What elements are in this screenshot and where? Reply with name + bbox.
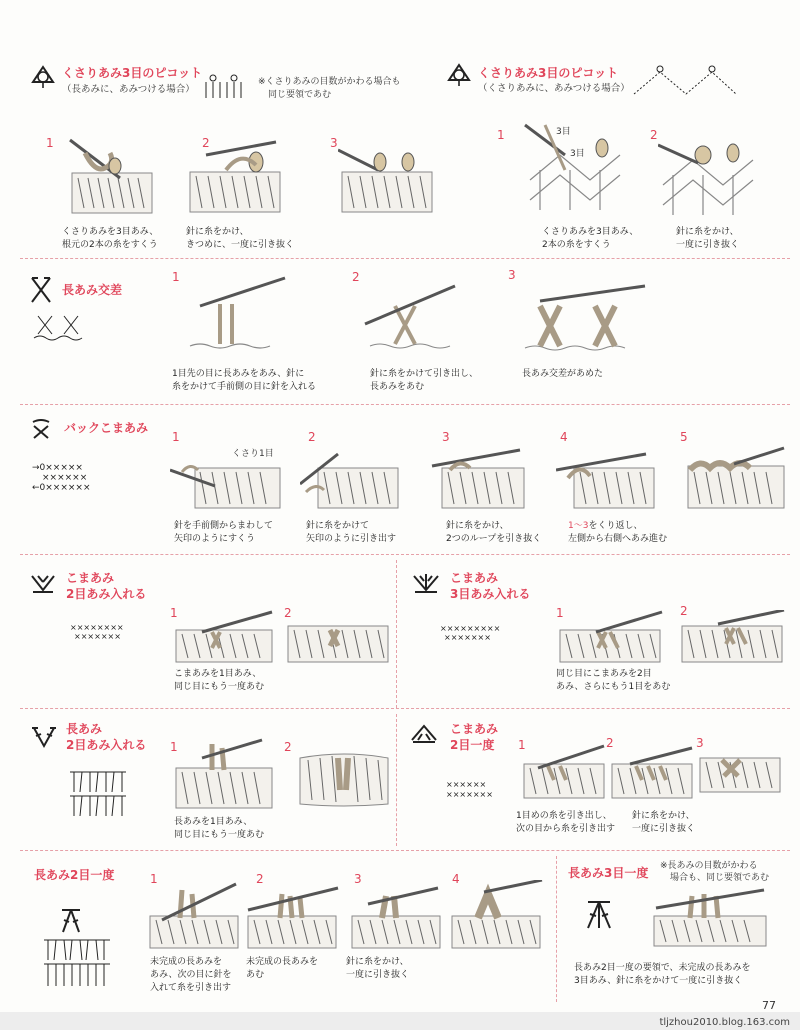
dc-dec2-step-2-caption-2: あむ xyxy=(246,970,265,980)
dc-dec2-step-3-caption-2: 一度に引き抜く xyxy=(346,970,410,980)
sc-dec2-step-1-caption-2: 次の目から糸を引き出す xyxy=(516,824,616,834)
picot-right-step-2-caption-1: 針に糸をかけ、 xyxy=(676,227,739,237)
svg-text:→0×××××: →0××××× xyxy=(32,463,83,473)
sc-inc2-step-1-caption-2: 同じ目にもう一度あむ xyxy=(174,682,265,692)
dc-inc2-title-1: 長あみ xyxy=(66,722,103,736)
picot-left-step-1-num: 1 xyxy=(46,136,54,150)
sc-inc2-step-1-caption-1: こまあみを1目あみ、 xyxy=(174,669,262,679)
picot-left-step-3-num: 3 xyxy=(330,136,338,150)
sc-inc2-step-2-num: 2 xyxy=(284,606,292,620)
reverse-sc-step-2-caption-1: 針に糸をかけて xyxy=(306,521,370,531)
sc-inc3-step-2-illustration xyxy=(680,610,786,664)
dc-dec2-title: 長あみ2目一度 xyxy=(34,868,115,882)
vertical-divider xyxy=(556,856,557,1002)
sc-inc3-step-1-illustration xyxy=(556,610,666,664)
reverse-sc-step-5-num: 5 xyxy=(680,430,688,444)
reverse-sc-step-1-caption-2: 矢印のようにすくう xyxy=(174,534,256,544)
dc-dec3-caption-1: 長あみ2目一度の要領で、未完成の長あみを xyxy=(574,963,751,973)
sc-dec2-chart-icon xyxy=(446,778,506,800)
picot-right-label-2: 3目 xyxy=(570,149,585,159)
reverse-sc-step-4-caption-rest: をくり返し、 xyxy=(588,521,643,531)
vertical-divider xyxy=(396,560,397,708)
sc-inc2-title-2: 2目あみ入れる xyxy=(66,587,147,601)
reverse-sc-step-1-caption-1: 針を手前側からまわして xyxy=(174,521,274,531)
picot-right-step-1-caption-1: くさりあみを3目あみ、 xyxy=(542,227,639,237)
dc-dec2-step-1-caption-1: 未完成の長あみを xyxy=(150,957,223,967)
dc-inc2-step-1-caption-1: 長あみを1目あみ、 xyxy=(174,817,253,827)
dc-dec2-step-1-illustration xyxy=(148,880,240,950)
picot-right-label-1: 3目 xyxy=(556,127,571,137)
sc-inc3-title-1: こまあみ xyxy=(450,571,499,585)
sc-inc2-step-1-illustration xyxy=(172,610,277,664)
sc-inc2-step-2-illustration xyxy=(286,618,390,664)
sc-inc3-step-1-num: 1 xyxy=(556,606,564,620)
crossed-dc-chart-icon xyxy=(30,312,90,342)
dc-dec2-step-2-illustration xyxy=(244,880,340,950)
picot-left-note-1: ※くさりあみの目数がかわる場合も xyxy=(258,77,401,87)
sc-dec2-title-2: 2目一度 xyxy=(450,738,495,752)
divider xyxy=(20,404,790,405)
sc-inc2-step-1-num: 1 xyxy=(170,606,178,620)
dc-dec2-step-3-num: 3 xyxy=(354,872,362,886)
picot-symbol-icon xyxy=(30,64,56,90)
divider xyxy=(20,708,790,709)
dc-dec2-step-1-caption-2: あみ、次の目に針を xyxy=(150,970,232,980)
sc-inc2-title-1: こまあみ xyxy=(66,571,115,585)
dc-inc2-step-2-illustration xyxy=(298,750,390,808)
sc-dec2-title-1: こまあみ xyxy=(450,722,499,736)
dc-inc2-step-1-illustration xyxy=(172,738,276,812)
crossed-dc-step-2-num: 2 xyxy=(352,270,360,284)
picot-right-subtitle: （くさりあみに、あみつける場合） xyxy=(478,83,630,94)
sc-dec2-step-2-caption-1: 針に糸をかけ、 xyxy=(632,811,695,821)
reverse-sc-step-2-illustration xyxy=(300,452,400,514)
sc-dec2-step-1-caption-1: 1目めの糸を引き出し、 xyxy=(516,811,612,821)
sc-inc3-step-2-num: 2 xyxy=(680,604,688,618)
picot-left-title: くさりあみ3目のピコット xyxy=(62,66,203,80)
picot-right-step-1-illustration xyxy=(520,110,640,220)
crossed-dc-step-1-illustration xyxy=(180,276,290,362)
picot-left-subtitle: （長あみに、あみつける場合） xyxy=(62,84,195,95)
divider xyxy=(20,258,790,259)
reverse-sc-chart-icon xyxy=(32,458,132,492)
crossed-dc-step-2-caption-1: 針に糸をかけて引き出し、 xyxy=(370,369,479,379)
dc-inc2-chart-icon xyxy=(70,770,134,820)
svg-text:×××××××××: ××××××××× xyxy=(440,624,501,633)
reverse-sc-step-4-caption-2: 左側から右側へあみ進む xyxy=(568,534,668,544)
footer-bar xyxy=(0,1012,800,1030)
crossed-dc-title: 長あみ交差 xyxy=(62,283,123,297)
svg-text:×××××××: ××××××× xyxy=(444,633,491,642)
sc-dec2-step-2-caption-2: 一度に引き抜く xyxy=(632,824,696,834)
crossed-dc-step-1-caption-1: 1目先の目に長あみをあみ、針に xyxy=(172,369,305,379)
reverse-sc-step-4-caption-ref: 1～3 xyxy=(568,521,589,531)
picot-right-title: くさりあみ3目のピコット xyxy=(478,66,619,80)
dc-inc2-step-2-num: 2 xyxy=(284,740,292,754)
svg-text:××××××: ×××××× xyxy=(446,780,487,789)
svg-text:××××××××: ×××××××× xyxy=(70,623,124,632)
dc-dec3-symbol-icon xyxy=(584,900,614,930)
sc-dec2-step-2-illustration xyxy=(610,744,694,802)
sc-dec2-step-1-num: 1 xyxy=(518,738,526,752)
dc-dec2-step-4-num: 4 xyxy=(452,872,460,886)
reverse-sc-step-4-num: 4 xyxy=(560,430,568,444)
dc-inc2-title-2: 2目あみ入れる xyxy=(66,738,147,752)
picot-left-step-1-illustration xyxy=(60,118,160,218)
svg-text:←0××××××: ←0×××××× xyxy=(32,483,91,492)
picot-left-step-3-illustration xyxy=(338,140,438,220)
dc-dec3-illustration xyxy=(650,888,770,950)
crossed-dc-symbol-icon xyxy=(28,276,54,304)
dc-dec3-note-2: 場合も、同じ要領であむ xyxy=(670,873,770,883)
sc-inc3-symbol-icon xyxy=(412,572,440,594)
sc-dec2-step-1-illustration xyxy=(520,744,606,802)
reverse-sc-step-1-num: 1 xyxy=(172,430,180,444)
crossed-dc-step-1-num: 1 xyxy=(172,270,180,284)
dc-dec2-step-2-num: 2 xyxy=(256,872,264,886)
divider xyxy=(20,554,790,555)
reverse-sc-step-2-caption-2: 矢印のように引き出す xyxy=(306,534,397,544)
sc-inc2-chart-icon xyxy=(70,622,140,642)
crossed-dc-step-2-illustration xyxy=(360,276,470,362)
reverse-sc-step-1-illustration xyxy=(170,444,285,514)
reverse-sc-step-3-caption-1: 針に糸をかけ、 xyxy=(446,521,509,531)
dc-dec3-caption-2: 3目あみ、針に糸をかけて一度に引き抜く xyxy=(574,976,743,986)
crossed-dc-step-1-caption-2: 糸をかけて手前側の目に針を入れる xyxy=(172,382,317,392)
picot-left-step-1-caption-1: くさりあみを3目あみ、 xyxy=(62,227,159,237)
sc-dec2-step-2-num: 2 xyxy=(606,736,614,750)
dc-inc2-step-1-num: 1 xyxy=(170,740,178,754)
crossed-dc-step-2-caption-2: 長あみをあむ xyxy=(370,382,425,392)
reverse-sc-symbol-icon xyxy=(30,418,52,440)
reverse-sc-step-2-num: 2 xyxy=(308,430,316,444)
picot-right-step-2-num: 2 xyxy=(650,128,658,142)
picot-right-step-1-num: 1 xyxy=(497,128,505,142)
reverse-sc-chain-label: くさり1目 xyxy=(232,449,274,459)
reverse-sc-step-5-illustration xyxy=(684,444,790,514)
dc-dec2-step-2-caption-1: 未完成の長あみを xyxy=(246,957,319,967)
svg-text:×××××××: ××××××× xyxy=(74,632,121,641)
dc-dec2-chart-icon xyxy=(42,938,114,990)
picot-left-chart-icon xyxy=(200,72,244,100)
dc-dec2-step-1-num: 1 xyxy=(150,872,158,886)
reverse-sc-step-4-caption-1 xyxy=(568,520,642,533)
picot-right-chart-icon xyxy=(630,62,740,102)
reverse-sc-step-4-illustration xyxy=(556,448,656,514)
sc-dec2-step-3-num: 3 xyxy=(696,736,704,750)
picot-left-step-2-num: 2 xyxy=(202,136,210,150)
picot-left-step-1-caption-2: 根元の2本の糸をすくう xyxy=(62,240,158,250)
footer-url: tljzhou2010.blog.163.com xyxy=(659,1017,790,1028)
sc-inc3-step-1-caption-1: 同じ目にこまあみを2目 xyxy=(556,669,652,679)
reverse-sc-step-3-illustration xyxy=(430,448,530,514)
picot-right-step-2-illustration xyxy=(658,115,768,220)
crossed-dc-step-3-num: 3 xyxy=(508,268,516,282)
dc-inc2-symbol-icon xyxy=(32,724,56,750)
dc-dec3-note-1: ※長あみの目数がかわる xyxy=(660,861,758,871)
dc-inc2-step-1-caption-2: 同じ目にもう一度あむ xyxy=(174,830,265,840)
dc-dec2-step-3-illustration xyxy=(348,880,444,950)
dc-dec2-step-4-illustration xyxy=(448,880,544,950)
picot-right-step-2-caption-2: 一度に引き抜く xyxy=(676,240,740,250)
picot-left-note-2: 同じ要領であむ xyxy=(268,90,332,100)
sc-inc3-step-1-caption-2: あみ、さらにもう1目をあむ xyxy=(556,682,671,692)
reverse-sc-title: バックこまあみ xyxy=(64,421,149,435)
dc-dec2-step-3-caption-1: 針に糸をかけ、 xyxy=(346,957,409,967)
svg-text:×××××××: ××××××× xyxy=(446,790,493,799)
crossed-dc-step-3-illustration xyxy=(520,276,650,362)
crossed-dc-step-3-caption: 長あみ交差があめた xyxy=(522,369,604,379)
sc-inc3-title-2: 3目あみ入れる xyxy=(450,587,531,601)
picot-left-step-2-caption-1: 針に糸をかけ、 xyxy=(186,227,249,237)
vertical-divider xyxy=(396,714,397,846)
reverse-sc-step-3-caption-2: 2つのループを引き抜く xyxy=(446,534,542,544)
sc-inc3-chart-icon xyxy=(440,622,520,644)
svg-text:××××××: ×××××× xyxy=(42,473,88,483)
picot-left-step-2-illustration xyxy=(186,140,286,220)
picot-right-symbol-icon xyxy=(446,62,472,88)
picot-right-step-1-caption-2: 2本の糸をすくう xyxy=(542,240,611,250)
dc-dec3-title: 長あみ3目一度 xyxy=(568,866,649,880)
reverse-sc-step-3-num: 3 xyxy=(442,430,450,444)
sc-inc2-symbol-icon xyxy=(30,572,56,594)
sc-dec2-symbol-icon xyxy=(410,722,438,744)
sc-dec2-step-3-illustration xyxy=(698,746,782,796)
divider xyxy=(20,850,790,851)
page-number: 77 xyxy=(762,999,776,1012)
dc-dec2-step-1-caption-3: 入れて糸を引き出す xyxy=(150,983,232,993)
picot-left-step-2-caption-2: きつめに、一度に引き抜く xyxy=(186,240,295,250)
dc-dec2-symbol-icon xyxy=(60,908,82,934)
